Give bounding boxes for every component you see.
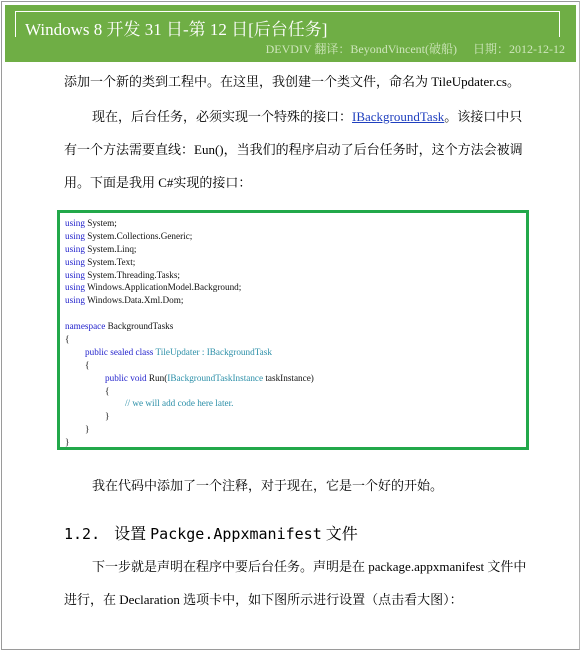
interface-name: IBackgroundTask xyxy=(206,346,272,357)
code-line-using xyxy=(65,230,314,243)
ibackgroundtask-link[interactable]: IBackgroundTask xyxy=(352,109,445,124)
code-line-using xyxy=(65,243,314,256)
code-line-brace xyxy=(65,436,314,449)
publish-date: 日期：2012-12-12 xyxy=(473,42,565,56)
paragraph-interface-lead: 现在，后台任务，必须实现一个特殊的接口： xyxy=(92,109,353,124)
keyword-using: using xyxy=(65,295,85,306)
keyword-using: using xyxy=(65,218,85,228)
class-modifiers: public sealed class xyxy=(85,346,154,357)
using-namespace: System.Linq; xyxy=(87,243,137,254)
brace-close: } xyxy=(105,411,110,422)
paragraph-declaration-tab: 进行，在 Declaration 选项卡中，如下图所示进行设置（点击看大图）： xyxy=(64,592,463,607)
using-namespace: Windows.Data.Xml.Dom; xyxy=(87,295,184,306)
code-line-method xyxy=(65,372,314,385)
brace-close: } xyxy=(65,437,70,448)
using-namespace: System.Threading.Tasks; xyxy=(87,269,180,280)
method-modifiers: public void xyxy=(105,372,147,383)
translator-credit: DEVDIV 翻译：BeyondVincent(破船) xyxy=(265,42,457,56)
param-rest: taskInstance) xyxy=(263,372,314,383)
code-line-blank xyxy=(65,307,314,320)
page-title: Windows 8 开发 31 日-第 12 日[后台任务] xyxy=(25,20,328,39)
namespace-name: BackgroundTasks xyxy=(107,321,174,332)
keyword-using: using xyxy=(65,230,85,241)
paragraph-comment-note: 我在代码中添加了一个注释，对于现在，它是一个好的开始。 xyxy=(92,478,444,493)
keyword-using: using xyxy=(65,243,85,254)
using-namespace: Windows.ApplicationModel.Background; xyxy=(87,282,242,293)
param-type: IBackgroundTaskInstance xyxy=(167,372,264,383)
section-heading xyxy=(64,521,358,544)
brace-open: { xyxy=(85,359,90,370)
header-banner xyxy=(5,5,576,62)
paragraph-csharp-intro: 用。下面是我用 C#实现的接口： xyxy=(64,175,252,190)
section-title-prefix: 设置 xyxy=(114,526,151,543)
brace-close: } xyxy=(85,424,90,435)
paragraph-interface-tail: 。该接口中只 xyxy=(444,109,523,124)
code-line-using xyxy=(65,294,314,307)
method-name: Run( xyxy=(148,372,168,383)
keyword-using: using xyxy=(65,256,85,267)
using-namespace: System.Collections.Generic; xyxy=(87,230,193,241)
keyword-using: using xyxy=(65,269,85,280)
using-namespace: System; xyxy=(87,218,117,228)
class-name: TileUpdater xyxy=(155,346,200,357)
code-line-brace xyxy=(65,385,314,398)
class-separator: : xyxy=(199,346,207,357)
brace-open: { xyxy=(65,334,70,345)
paragraph-run-method: 有一个方法需要直线：Eun()，当我们的程序启动了后台任务时，这个方法会被调 xyxy=(64,142,523,157)
paragraph-add-class: 添加一个新的类到工程中。在这里，我创建一个类文件，命名为 TileUpdater.cs。 xyxy=(64,74,520,89)
code-line-using xyxy=(65,269,314,282)
code-line-brace xyxy=(65,359,314,372)
section-title-suffix: 文件 xyxy=(321,526,358,543)
code-line-using xyxy=(65,217,314,230)
section-number: 1.2. xyxy=(64,525,101,543)
code-line-using xyxy=(65,256,314,269)
code-line-namespace xyxy=(65,320,314,333)
section-title-filename: Packge.Appxmanifest xyxy=(150,525,322,543)
code-line-using xyxy=(65,281,314,294)
keyword-using: using xyxy=(65,282,85,293)
code-line-brace xyxy=(65,410,314,423)
header-meta xyxy=(266,40,565,57)
paragraph-declare-task: 下一步就是声明在程序中要后台任务。声明是在 package.appxmanifest 文件中 xyxy=(92,559,527,574)
keyword-namespace: namespace xyxy=(65,321,106,332)
code-block xyxy=(57,210,529,450)
code-line-class xyxy=(65,346,314,359)
code-line-brace xyxy=(65,423,314,436)
code-line-brace xyxy=(65,333,314,346)
code-line-comment xyxy=(65,397,314,410)
paragraph-interface xyxy=(92,106,552,125)
code-listing xyxy=(65,217,314,449)
brace-open: { xyxy=(105,385,110,396)
code-comment: // we will add code here later. xyxy=(125,398,234,409)
document-page xyxy=(1,1,580,650)
using-namespace: System.Text; xyxy=(87,256,136,267)
